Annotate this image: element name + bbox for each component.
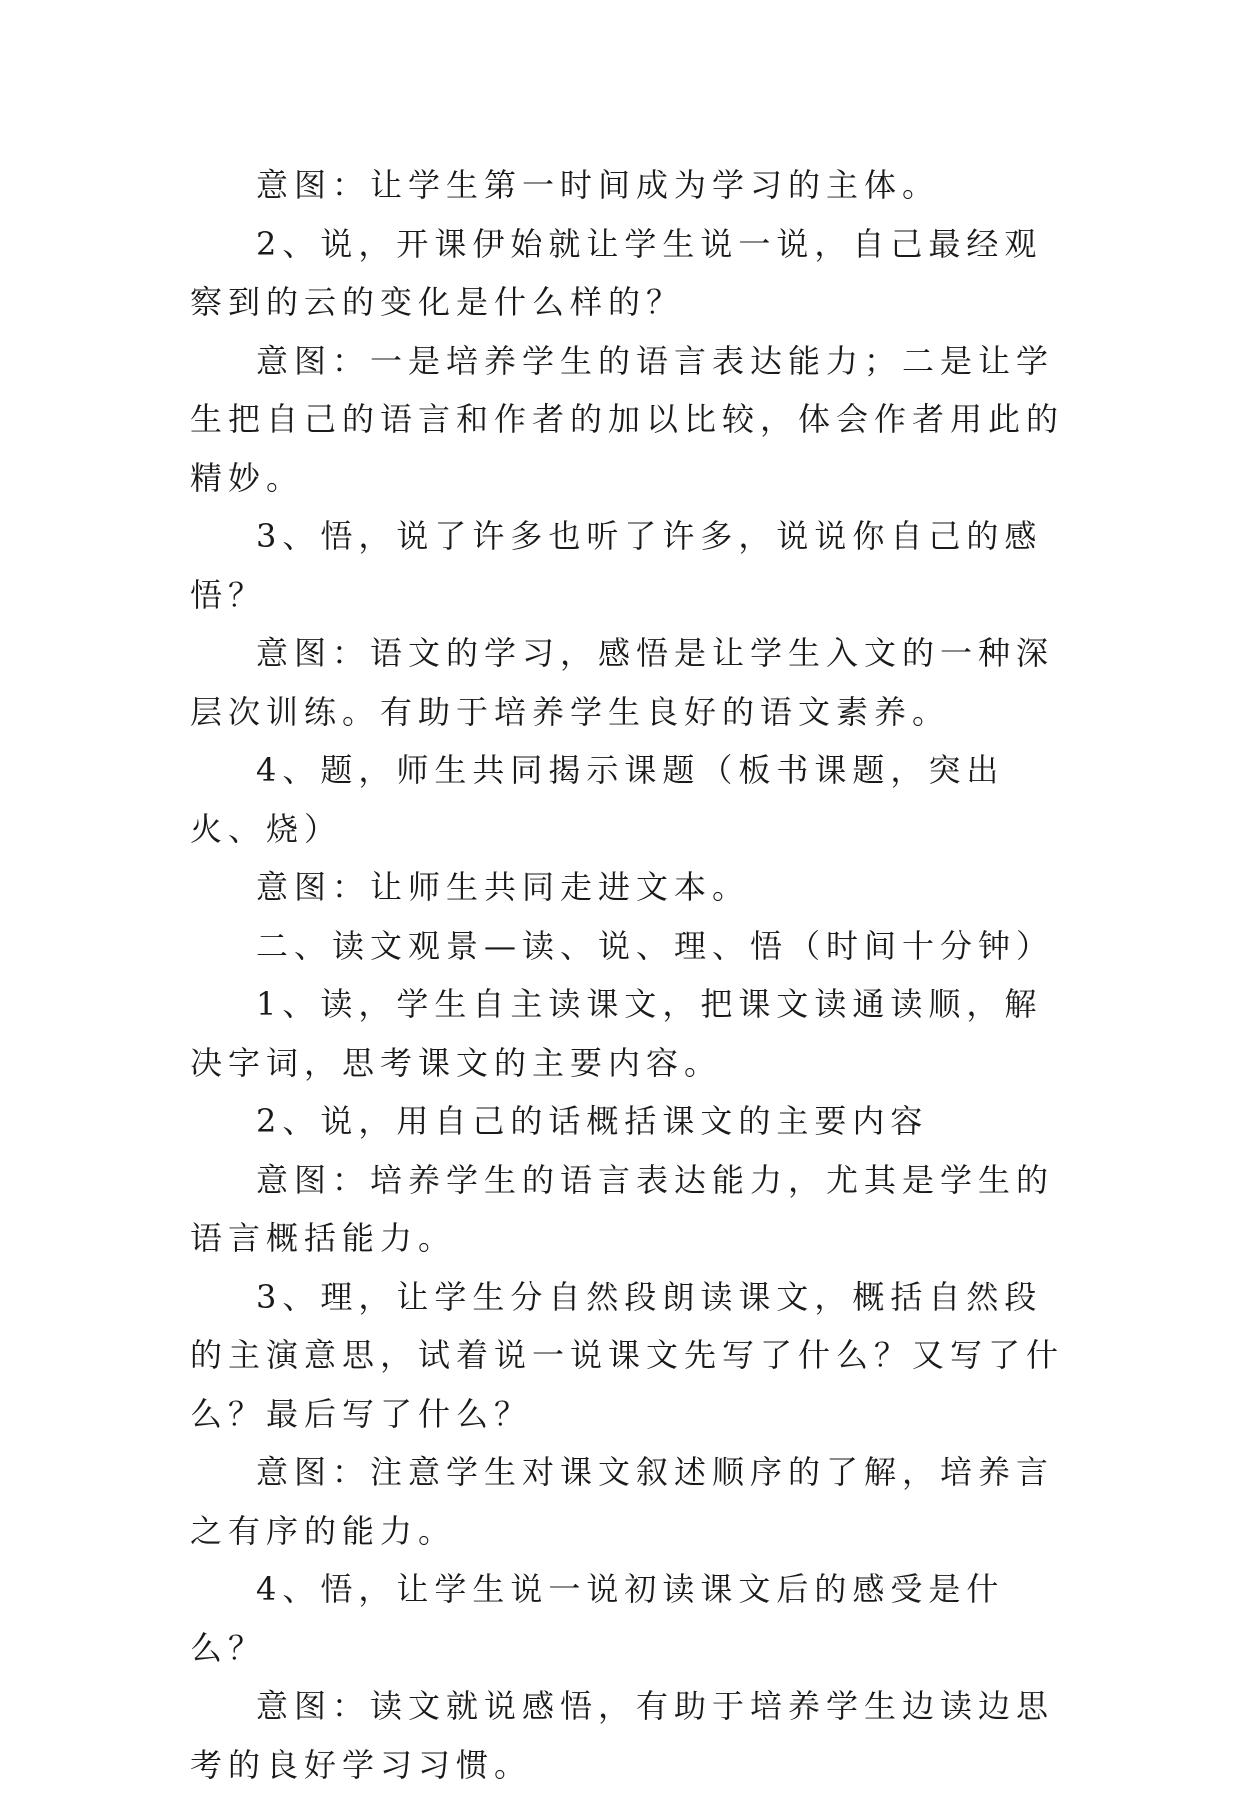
paragraph: 意图：读文就说感悟，有助于培养学生边读边思考的良好学习习惯。	[190, 1687, 1055, 1784]
paragraph: 3、理，让学生分自然段朗读课文，概括自然段的主演意思，试着说一说课文先写了什么？又写了什么？最后写了什么？	[190, 1277, 1065, 1433]
paragraph: 2、说，用自己的话概括课文的主要内容	[256, 1102, 929, 1140]
paragraph: 意图：让学生第一时间成为学习的主体。	[256, 166, 941, 204]
paragraph: 4、题，师生共同揭示课题（板书课题，突出火、烧）	[190, 751, 1005, 848]
section-heading: 二、读文观景—读、说、理、悟（时间十分钟）	[256, 926, 1055, 965]
paragraph: 3、悟，说了许多也听了许多，说说你自己的感悟？	[190, 517, 1043, 614]
paragraph: 1、读，学生自主读课文，把课文读通读顺，解决字词，思考课文的主要内容。	[190, 985, 1043, 1082]
document-body	[190, 156, 1080, 1794]
paragraph: 意图：一是培养学生的语言表达能力；二是让学生把自己的语言和作者的加以比较，体会作者用此的精妙。	[190, 341, 1065, 497]
paragraph: 意图：让师生共同走进文本。	[256, 868, 751, 906]
paragraph: 意图：培养学生的语言表达能力，尤其是学生的语言概括能力。	[190, 1160, 1055, 1257]
paragraph: 2、说，开课伊始就让学生说一说，自己最经观察到的云的变化是什么样的？	[190, 224, 1043, 321]
paragraph: 意图：语文的学习，感悟是让学生入文的一种深层次训练。有助于培养学生良好的语文素养。	[190, 634, 1055, 731]
paragraph: 意图：注意学生对课文叙述顺序的了解，培养言之有序的能力。	[190, 1453, 1055, 1550]
paragraph: 4、悟，让学生说一说初读课文后的感受是什么？	[190, 1570, 1005, 1667]
